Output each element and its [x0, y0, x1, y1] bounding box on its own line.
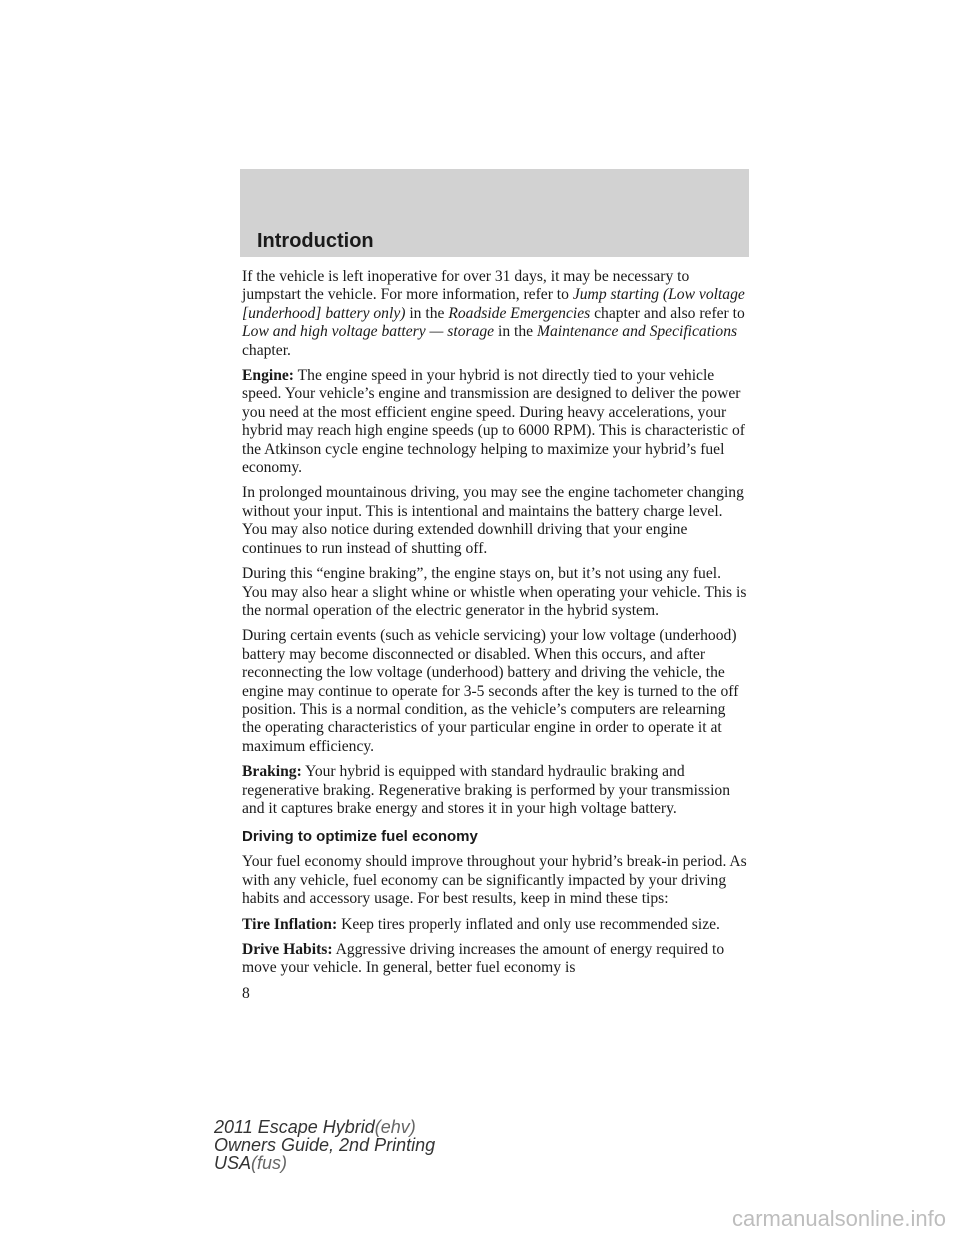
link-battery-storage: Low and high voltage battery — storage: [242, 323, 495, 341]
page-body: [242, 268, 748, 1003]
page-number: 8: [242, 984, 250, 1002]
section-title: Introduction: [257, 230, 374, 252]
subheading-fuel-economy: Driving to optimize fuel economy: [242, 828, 478, 846]
label-tire-inflation: Tire Inflation:: [242, 915, 338, 933]
paragraph-engine-braking: During this “engine braking”, the engine stays on, but it’s not using any fuel. You may also hear a slight whine or whistle when operating your vehicle. This is the normal operation of the electric generator in the hybrid system.: [242, 565, 747, 619]
paragraph-jumpstart: If the vehicle is left inoperative for over 31 days, it may be necessary to jumpstart the vehicle. For more information, refer to Jump starting (Low voltage [underhood] battery only) in the Roadside Emergencies chapter and also refer to Low and high voltage battery — storage in the Maintenance and Specifications chapter.: [242, 268, 745, 359]
paragraph-drive-habits: Drive Habits: Aggressive driving increases the amount of energy required to move your vehicle. In general, better fuel economy is: [242, 941, 725, 977]
paragraph-tire-inflation: Tire Inflation: Keep tires properly inflated and only use recommended size.: [242, 915, 720, 933]
link-jump-starting: Jump starting (Low voltage [underhood] battery only): [242, 286, 745, 322]
paragraph-mountain-driving: In prolonged mountainous driving, you may see the engine tachometer changing without your input. This is intentional and maintains the battery charge level. You may also notice during extended downhill driving that your engine continues to run instead of shutting off.: [242, 484, 744, 557]
paragraph-engine: Engine: The engine speed in your hybrid is not directly tied to your vehicle speed. Your vehicle’s engine and transmission are designed to deliver the power you need at the most efficient engine speed. During heavy accelerations, your hybrid may reach high engine speeds (up to 6000 RPM). This is characteristic of the Atkinson cycle engine technology helping to maximize your hybrid’s fuel economy.: [242, 367, 745, 477]
label-drive-habits: Drive Habits:: [242, 941, 333, 958]
footer-model-code: (ehv): [374, 1117, 416, 1137]
footer-market: USA: [214, 1153, 252, 1173]
chapter-ref-roadside: Roadside Emergencies: [448, 304, 591, 322]
footer-market-code: (fus): [251, 1153, 288, 1173]
chapter-ref-maintenance: Maintenance and Specifications: [536, 323, 738, 341]
paragraph-break-in: Your fuel economy should improve throughout your hybrid’s break-in period. As with any vehicle, fuel economy can be significantly impacted by your driving habits and accessory usage. For best results, keep in mind these tips:: [242, 853, 747, 908]
paragraph-battery-disconnect: During certain events (such as vehicle servicing) your low voltage (underhood) battery may become disconnected or disabled. When this occurs, and after reconnecting the low voltage (underhood) battery and driving the vehicle, the engine may continue to operate for 3-5 seconds after the key is turned to the off position. This is a normal condition, as the vehicle’s computers are relearning the operating characteristics of your particular engine in order to operate it at maximum efficiency.: [242, 627, 739, 755]
footer-guide: Owners Guide, 2nd Printing: [214, 1135, 436, 1155]
footer-model: 2011 Escape Hybrid: [214, 1117, 375, 1137]
label-engine: Engine:: [242, 367, 294, 385]
paragraph-braking: Braking: Your hybrid is equipped with standard hydraulic braking and regenerative braking. Regenerative braking is performed by your transmission and it captures brake energy and stores it in your high voltage battery.: [242, 763, 731, 817]
label-braking: Braking:: [242, 763, 302, 781]
footer-doc-info: [214, 1118, 435, 1172]
watermark: carmanualsonline.info: [731, 1206, 946, 1231]
